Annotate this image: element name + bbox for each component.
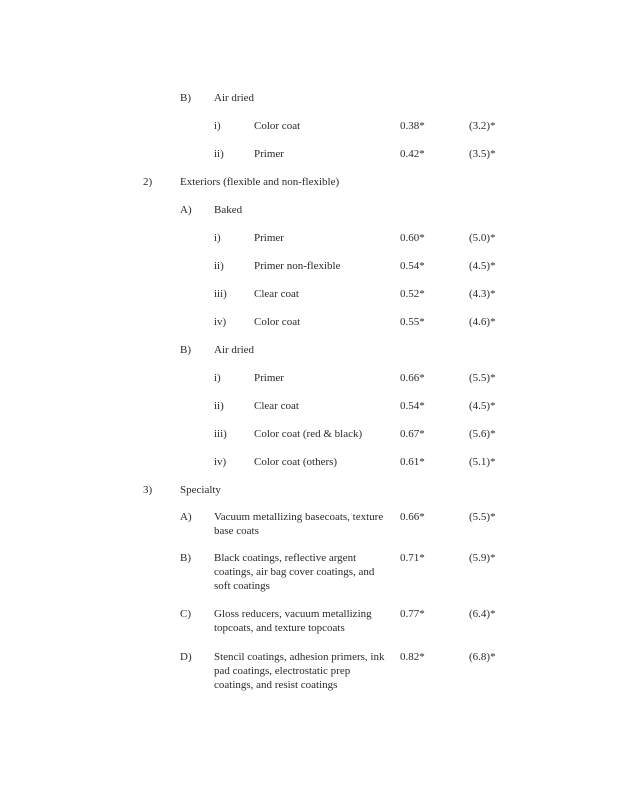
item-number: iv)	[214, 316, 227, 328]
item-value-primary: 0.77*	[400, 608, 425, 620]
item-number: iv)	[214, 456, 227, 468]
item-number: iii)	[214, 428, 227, 440]
item-letter: A)	[180, 511, 192, 523]
item-number: i)	[214, 120, 221, 132]
section-number: 3)	[143, 484, 153, 496]
item-value-primary: 0.54*	[400, 400, 425, 412]
item-number: iii)	[214, 288, 227, 300]
item-value-primary: 0.82*	[400, 651, 425, 663]
item-value-secondary: (3.2)*	[469, 120, 496, 132]
item-value-secondary: (3.5)*	[469, 148, 496, 160]
item-value-secondary: (5.0)*	[469, 232, 496, 244]
item-label: Stencil coatings, adhesion primers, ink pad coatings, electrostatic prep coatings, and resist coatings	[214, 651, 385, 691]
item-value-primary: 0.67*	[400, 428, 425, 440]
item-value-primary: 0.52*	[400, 288, 425, 300]
item-value-primary: 0.71*	[400, 552, 425, 564]
air-dried-heading: Air dried	[214, 344, 255, 356]
item-value-secondary: (6.8)*	[469, 651, 496, 663]
item-label: Color coat	[254, 316, 301, 328]
item-number: ii)	[214, 400, 224, 412]
section-heading: Specialty	[180, 484, 221, 496]
item-label: Primer	[254, 372, 284, 384]
air-dried-letter: B)	[180, 344, 191, 356]
item-label: Color coat (others)	[254, 456, 338, 468]
item-value-secondary: (5.9)*	[469, 552, 496, 564]
air-dried-heading: Air dried	[214, 92, 255, 104]
item-number: i)	[214, 232, 221, 244]
item-value-primary: 0.60*	[400, 232, 425, 244]
section-heading: Exteriors (flexible and non-flexible)	[180, 176, 340, 188]
section-number: 2)	[143, 176, 153, 188]
item-value-secondary: (5.6)*	[469, 428, 496, 440]
item-letter: C)	[180, 608, 191, 620]
item-value-primary: 0.42*	[400, 148, 425, 160]
item-label: Color coat	[254, 120, 301, 132]
air-dried-letter: B)	[180, 92, 191, 104]
item-label: Primer	[254, 148, 284, 160]
item-value-secondary: (5.1)*	[469, 456, 496, 468]
baked-letter: A)	[180, 204, 192, 216]
item-value-primary: 0.66*	[400, 372, 425, 384]
item-number: i)	[214, 372, 221, 384]
item-label: Vacuum metallizing basecoats, texture base coats	[214, 511, 384, 537]
item-value-secondary: (5.5)*	[469, 372, 496, 384]
item-value-secondary: (4.5)*	[469, 400, 496, 412]
item-value-primary: 0.66*	[400, 511, 425, 523]
item-value-primary: 0.61*	[400, 456, 425, 468]
item-value-primary: 0.55*	[400, 316, 425, 328]
item-number: ii)	[214, 260, 224, 272]
baked-heading: Baked	[214, 204, 243, 216]
item-number: ii)	[214, 148, 224, 160]
item-label: Color coat (red & black)	[254, 428, 363, 440]
item-letter: B)	[180, 552, 191, 564]
item-label: Black coatings, reflective argent coatings, air bag cover coatings, and soft coatings	[214, 552, 375, 592]
item-value-secondary: (5.5)*	[469, 511, 496, 523]
item-value-primary: 0.54*	[400, 260, 425, 272]
item-value-secondary: (4.5)*	[469, 260, 496, 272]
item-value-secondary: (4.3)*	[469, 288, 496, 300]
item-value-primary: 0.38*	[400, 120, 425, 132]
item-value-secondary: (4.6)*	[469, 316, 496, 328]
item-letter: D)	[180, 651, 192, 663]
item-label: Primer	[254, 232, 284, 244]
item-value-secondary: (6.4)*	[469, 608, 496, 620]
item-label: Primer non-flexible	[254, 260, 341, 272]
item-label: Gloss reducers, vacuum metallizing topcoats, and texture topcoats	[214, 608, 372, 634]
item-label: Clear coat	[254, 400, 299, 412]
item-label: Clear coat	[254, 288, 299, 300]
